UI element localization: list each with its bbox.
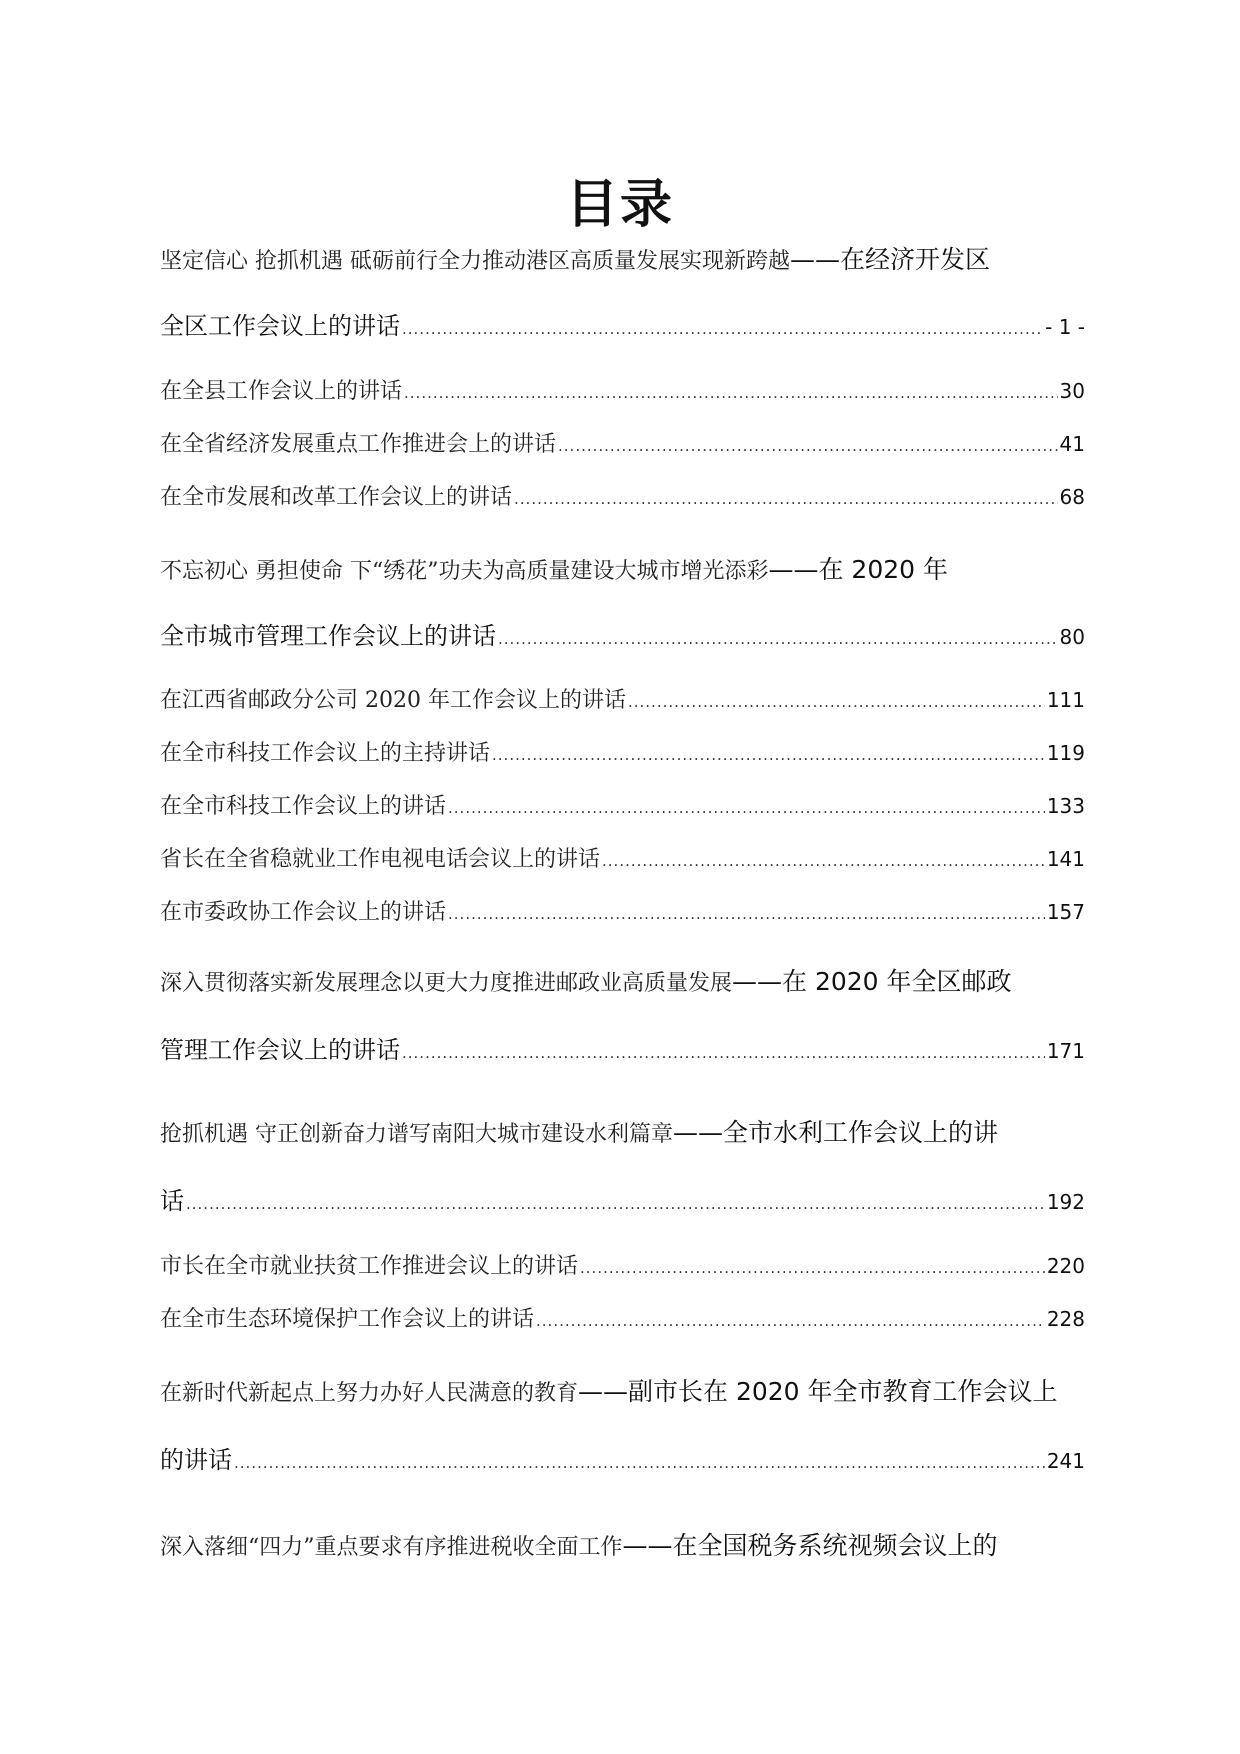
entry-title: 省长在全省稳就业工作电视电话会议上的讲话 <box>160 847 601 872</box>
entry-heading-text: 抢抓机遇 守正创新奋力谱写南阳大城市建设水利篇章 <box>160 1122 673 1147</box>
entry-dash: —— <box>768 555 819 584</box>
entry-dash: —— <box>578 1377 629 1406</box>
page-number: 220 <box>1046 1254 1085 1278</box>
page-number: - 1 - <box>1045 315 1085 339</box>
entry-title: 在全市科技工作会议上的讲话 <box>160 794 447 819</box>
toc-entry[interactable] <box>160 1249 1085 1293</box>
page-number: 241 <box>1046 1449 1085 1473</box>
toc-entry[interactable] <box>160 736 1085 780</box>
leader-dots <box>402 1044 1045 1062</box>
toc-entry[interactable] <box>160 616 1085 660</box>
toc-entry[interactable] <box>160 1302 1085 1346</box>
page-number: 192 <box>1046 1190 1085 1214</box>
entry-heading-text: 深入贯彻落实新发展理念以更大力度推进邮政业高质量发展 <box>160 971 733 996</box>
entry-subtitle: 在经济开发区 <box>840 245 991 274</box>
page-number: 119 <box>1046 741 1085 765</box>
page-number: 171 <box>1046 1039 1085 1063</box>
leader-dots <box>628 693 1045 711</box>
leader-dots <box>498 630 1058 648</box>
leader-dots <box>448 799 1045 817</box>
entry-title: 管理工作会议上的讲话 <box>160 1036 400 1064</box>
leader-dots <box>602 852 1045 870</box>
toc-entry-heading[interactable] <box>160 550 1085 594</box>
toc-entry-heading[interactable] <box>160 1113 1085 1157</box>
page-title: 目录 <box>565 175 674 235</box>
leader-dots <box>558 437 1058 455</box>
page-number: 80 <box>1059 625 1085 649</box>
entry-title: 在全市发展和改革工作会议上的讲话 <box>160 485 513 510</box>
entry-subtitle: 在全国税务系统视频会议上的 <box>672 1531 998 1560</box>
page-number: 133 <box>1046 794 1085 818</box>
entry-dash: —— <box>790 245 840 274</box>
page-number: 30 <box>1059 379 1085 403</box>
entry-subtitle: 全市水利工作会议上的讲 <box>723 1118 999 1147</box>
toc-entry[interactable] <box>160 306 1085 350</box>
entry-heading-text: 不忘初心 勇担使命 下“绣花”功夫为高质量建设大城市增光添彩 <box>160 559 769 584</box>
entry-title: 在全省经济发展重点工作推进会上的讲话 <box>160 432 557 457</box>
toc-entry-heading[interactable] <box>160 1526 1085 1570</box>
leader-dots <box>492 746 1045 764</box>
entry-title: 在全市科技工作会议上的主持讲话 <box>160 741 491 766</box>
entry-heading-text: 深入落细“四力”重点要求有序推进税收全面工作 <box>160 1535 623 1560</box>
toc-entry[interactable] <box>160 842 1085 886</box>
toc-entry[interactable] <box>160 1181 1085 1225</box>
toc-entry[interactable] <box>160 789 1085 833</box>
entry-title: 在江西省邮政分公司 2020 年工作会议上的讲话 <box>160 688 626 713</box>
leader-dots <box>580 1259 1045 1277</box>
leader-dots <box>402 320 1043 338</box>
leader-dots <box>234 1454 1045 1472</box>
leader-dots <box>514 490 1058 508</box>
page-number: 141 <box>1046 847 1085 871</box>
entry-heading-text: 在新时代新起点上努力办好人民满意的教育 <box>160 1381 579 1406</box>
entry-dash: —— <box>673 1118 723 1147</box>
page-number: 41 <box>1059 432 1085 456</box>
toc-entry[interactable] <box>160 427 1085 471</box>
entry-title: 的讲话 <box>160 1446 232 1474</box>
entry-title: 在全县工作会议上的讲话 <box>160 379 403 404</box>
page-number: 68 <box>1059 485 1085 509</box>
entry-heading-text: 坚定信心 抢抓机遇 砥砺前行全力推动港区高质量发展实现新跨越 <box>160 249 790 274</box>
page-number: 111 <box>1046 688 1085 712</box>
entry-title: 在全市生态环境保护工作会议上的讲话 <box>160 1307 535 1332</box>
entry-title: 在市委政协工作会议上的讲话 <box>160 900 447 925</box>
entry-subtitle: 在 2020 年 <box>818 555 949 584</box>
toc-entry[interactable] <box>160 374 1085 418</box>
page-number: 157 <box>1046 900 1085 924</box>
leader-dots <box>186 1195 1045 1213</box>
toc-entry[interactable] <box>160 1440 1085 1484</box>
entry-title: 全区工作会议上的讲话 <box>160 312 400 340</box>
toc-entry-heading[interactable] <box>160 1372 1085 1416</box>
toc-entry-heading[interactable] <box>160 240 1085 284</box>
entry-subtitle: 在 2020 年全区邮政 <box>782 967 1012 996</box>
entry-title: 全市城市管理工作会议上的讲话 <box>160 622 496 650</box>
toc-entry-heading[interactable] <box>160 962 1085 1006</box>
entry-dash: —— <box>622 1531 673 1560</box>
entry-subtitle: 副市长在 2020 年全市教育工作会议上 <box>628 1377 1058 1406</box>
toc-entry[interactable] <box>160 480 1085 524</box>
entry-title: 市长在全市就业扶贫工作推进会议上的讲话 <box>160 1254 579 1279</box>
entry-dash: —— <box>732 967 783 996</box>
toc-entry[interactable] <box>160 683 1085 727</box>
entry-title: 话 <box>160 1187 184 1215</box>
toc-entry[interactable] <box>160 895 1085 939</box>
leader-dots <box>404 384 1058 402</box>
page-number: 228 <box>1046 1307 1085 1331</box>
toc-entry[interactable] <box>160 1030 1085 1074</box>
leader-dots <box>448 905 1045 923</box>
leader-dots <box>536 1312 1045 1330</box>
